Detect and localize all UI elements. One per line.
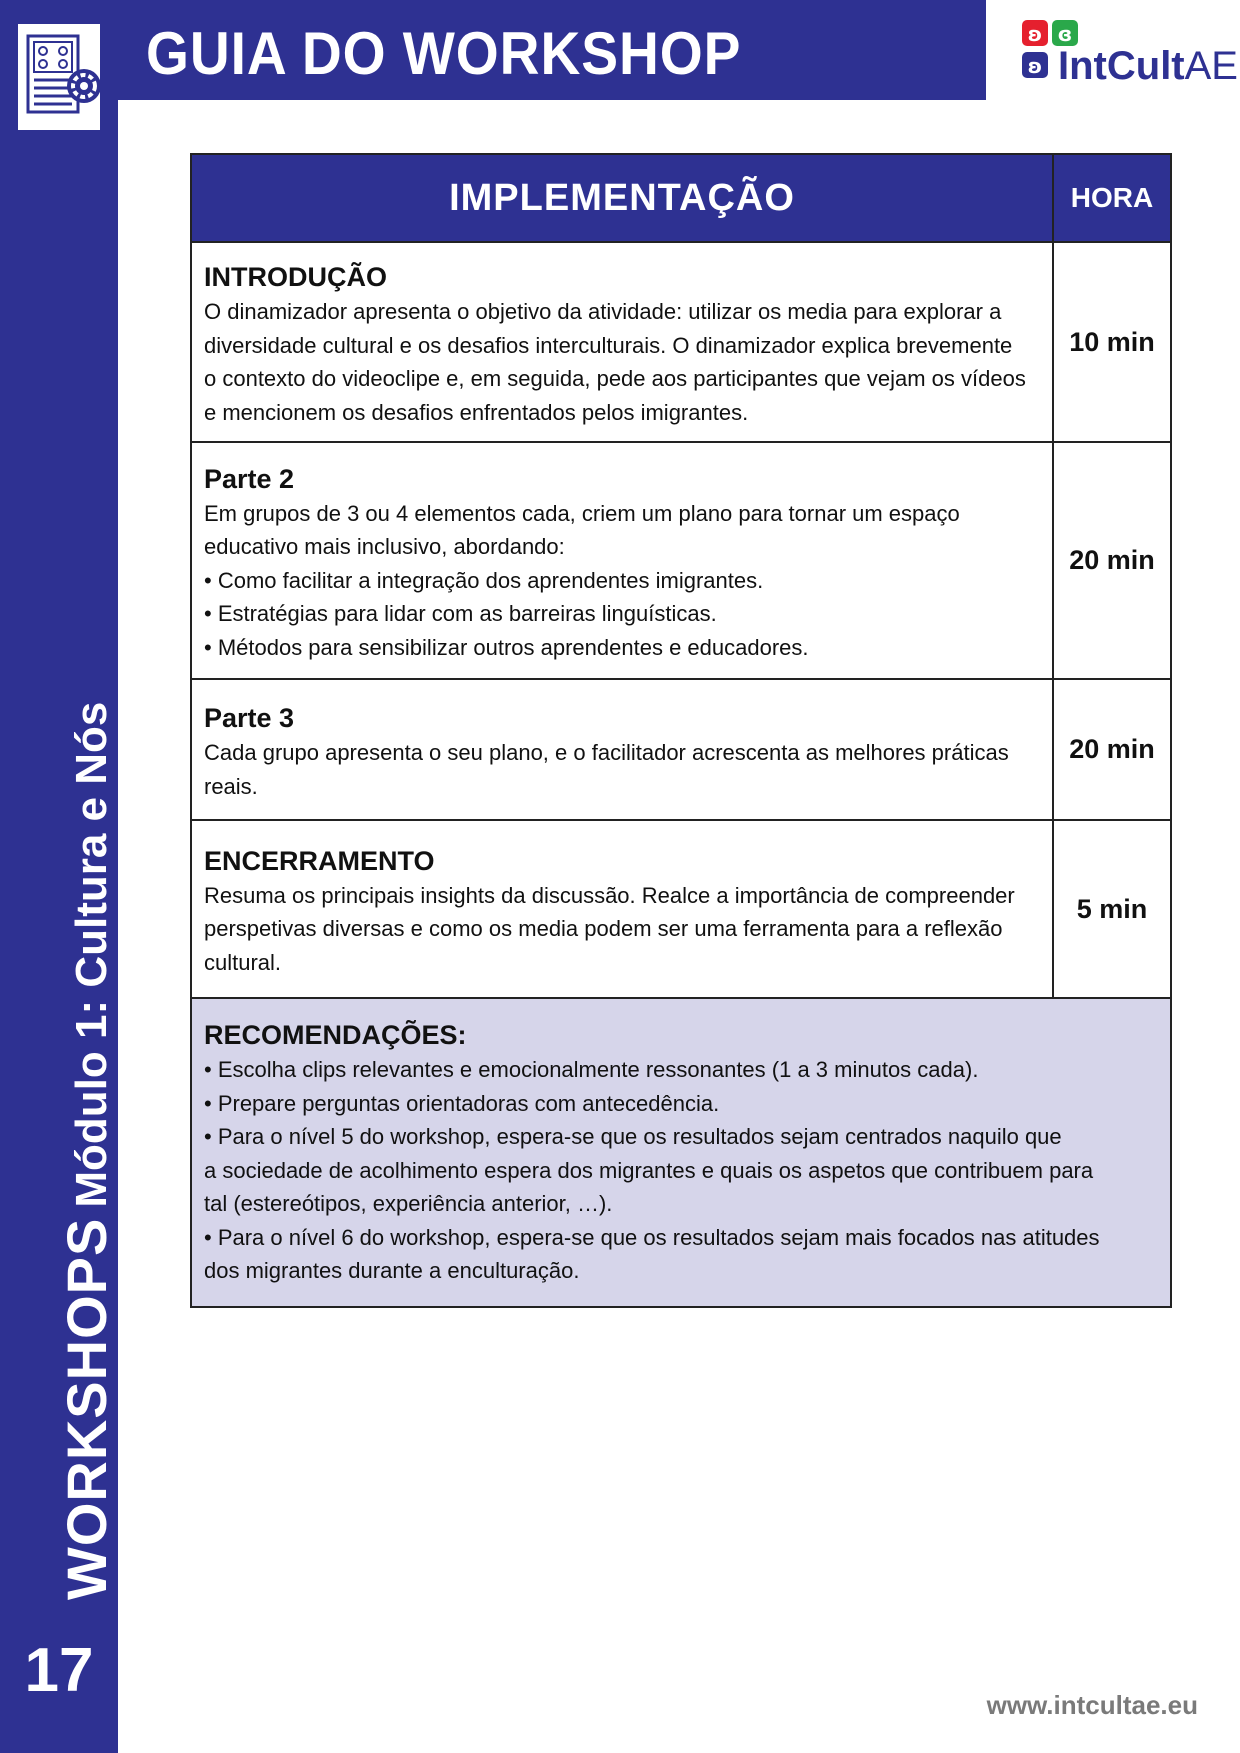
table-row <box>191 442 1171 679</box>
recommendation-line: tal (estereótipos, experiência anterior, …). <box>204 1191 613 1216</box>
workshops-label: WORKSHOPS <box>55 1217 118 1600</box>
time-header: HORA <box>1053 154 1171 242</box>
table-row <box>191 242 1171 442</box>
implementation-table <box>190 153 1172 1308</box>
row-text-line: • Estratégias para lidar com as barreiras linguísticas. <box>204 601 717 627</box>
row-description <box>191 242 1053 442</box>
row-text-line: educativo mais inclusivo, abordando: <box>204 534 565 560</box>
row-text-line: cultural. <box>204 949 282 975</box>
row-text-line: e mencionem os desafios enfrentados pelos imigrantes. <box>204 399 749 425</box>
svg-text:ʚ: ʚ <box>1027 54 1043 78</box>
row-text-line: O dinamizador apresenta o objetivo da atividade: utilizar os media para explorar a <box>204 299 1002 324</box>
module-name: Módulo 1: Cultura e Nós <box>67 701 116 1208</box>
logo-wordmark: IntCultAE <box>1058 44 1238 88</box>
row-text-line: • Métodos para sensibilizar outros aprendentes e educadores. <box>204 634 809 660</box>
row-title: ENCERRAMENTO <box>204 845 435 876</box>
row-title: INTRODUÇÃO <box>204 262 387 292</box>
row-text-line: Resuma os principais insights da discussão. Realce a importância de compreender <box>204 882 1015 908</box>
table-row <box>191 679 1171 820</box>
recommendation-line: dos migrantes durante a enculturação. <box>204 1258 580 1283</box>
workshop-guide-icon <box>18 24 100 130</box>
website-link[interactable]: www.intcultae.eu <box>986 1690 1198 1720</box>
row-title: Parte 2 <box>204 463 295 494</box>
row-text-line: o contexto do videoclipe e, em seguida, pede aos participantes que vejam os vídeos <box>204 366 1026 391</box>
row-text-line: Cada grupo apresenta o seu plano, e o facilitador acrescenta as melhores práticas <box>204 740 1009 765</box>
row-text-line: reais. <box>204 773 258 799</box>
implementation-header: IMPLEMENTAÇÃO <box>191 154 1053 242</box>
page-number: 17 <box>24 1636 94 1705</box>
row-description <box>191 820 1053 998</box>
row-time: 5 min <box>1053 820 1171 998</box>
row-text-line: diversidade cultural e os desafios interculturais. O dinamizador explica brevemente <box>204 332 1013 358</box>
recommendation-line: • Para o nível 5 do workshop, espera-se que os resultados sejam centrados naquilo que <box>204 1124 1062 1149</box>
module-label <box>55 701 118 1600</box>
row-description <box>191 679 1053 820</box>
recommendations-row <box>191 998 1171 1307</box>
recommendation-line: • Para o nível 6 do workshop, espera-se que os resultados sejam mais focados nas atitudes <box>204 1224 1100 1250</box>
recommendations-box <box>191 998 1171 1307</box>
row-text-line: Em grupos de 3 ou 4 elementos cada, criem um plano para tornar um espaço <box>204 500 960 526</box>
svg-text:ʚ: ʚ <box>1027 22 1043 46</box>
svg-text:ɞ: ɞ <box>1057 22 1073 46</box>
recommendation-line: • Prepare perguntas orientadoras com antecedência. <box>204 1090 720 1116</box>
table-row <box>191 820 1171 998</box>
row-time: 20 min <box>1053 679 1171 820</box>
table-header-row <box>191 154 1171 242</box>
row-text-line: perspetivas diversas e como os media podem ser uma ferramenta para a reflexão <box>204 916 1003 942</box>
page-title: GUIA DO WORKSHOP <box>146 20 742 87</box>
row-text-line: • Como facilitar a integração dos aprendentes imigrantes. <box>204 567 764 593</box>
row-title: Parte 3 <box>204 703 295 733</box>
row-description <box>191 442 1053 679</box>
recommendation-line: a sociedade de acolhimento espera dos migrantes e quais os aspetos que contribuem para <box>204 1157 1094 1183</box>
recommendations-title: RECOMENDAÇÕES: <box>204 1020 467 1050</box>
row-time: 20 min <box>1053 442 1171 679</box>
recommendation-line: • Escolha clips relevantes e emocionalmente ressonantes (1 a 3 minutos cada). <box>204 1057 979 1082</box>
row-time: 10 min <box>1053 242 1171 442</box>
